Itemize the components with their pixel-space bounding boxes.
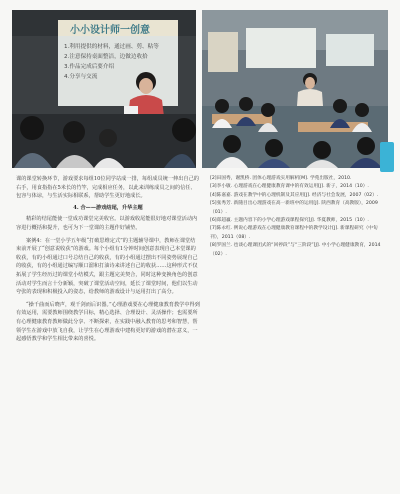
slide-line-3: 3.作品完成后要介绍 [64,64,115,70]
body-column-left [16,175,200,344]
reference-item: [6]郑超赢. 主题内容下的小学心理游戏课程探究[J]. 华夏教师，2015（10）. [210,218,369,224]
slide-title: 小小设计师一创意 [70,25,150,36]
reference-item: [2]田国秀，谢凯桥. 团体心理游戏实用解析[M]. 学苑出版社，2010. [210,176,352,181]
slide-line-2: 2.注意保持桌面整洁，边做边收拾 [64,54,148,60]
paragraph-conclusion: “操千曲而后晓声，观千剑而后识器。”心理游戏要在心理健康教育教学中得到有效运用，需要教师围绕教学目标，精心选择、合理设计、灵活操作；也需要所有心理健康教育教师做此分享、不断探索，在实践中融入教育的思考和智慧，帮领学生在游戏中放飞自我，让学生在心理游戏中建构更好的游戏的潜在意义，一起感悟教学和学生相比带来的喜悦。 [16,301,200,343]
paragraph-continued: 课的课堂转换环节，游戏要求每组10位同学站成一排，每组成员统一伸出自己的右手，用食指指在5米长的竹竿，完成相应任务，以此来训练成员之间的信任、包容与体谅，与生活实际相联系，帮助学生更好地成长。 [16,176,199,200]
reference-item: [3]李小敏. 心理游戏在心理健康教育课中的有效运用[J]. 新子，2014（10）. [210,184,369,190]
classroom-photo-left [12,10,196,168]
section-heading: 4. 合——游戏结尾，升华主题 [73,204,143,211]
paragraph-case-4: 案例4：在一堂小学五年级“打破思维定式”的主题辅导课中，教师在课堂结束前开展了“创意说收获”的游戏。每个小组有1分钟时间创意表现自己本堂课的收获，有的小组通过口号总结自己的收获，有的小组通过摆出不同姿势展现自己的收获，有的小组通过编写顺口溜和打油诗来讲述自己的收获……这种形式不仅拓展了学生经历过的课堂小结模式，跟主题完美契合，同时这种变换角色的创意活动对学生而言十分新颖，突破了课堂活动空间，延长了课堂时间，他们以生动夸张的表现和积极投入的姿态，给教师的游戏设计与运用打出了高分。 [16,237,198,296]
reference-item: [7]陈永红. 例说心理游戏在心理健康教育课程中的教学设计[J]. 新课程研究（中旬刊），2011（08）. [210,226,378,240]
reference-item: [4]陈嘉嘉. 游戏在教学中的心理机制及其应用[J]. 经济与社会发展，2007（02）. [210,192,379,198]
classroom-photo-right [202,10,388,168]
reference-item: [8]罗国兰. 也谈心理课团式的“回停段”与“三阶段”[J]. 中小学心理健康教育，2014（02）. [210,243,381,257]
corner-decoration [380,142,394,172]
reference-item: [5]张秀芳. 新随目出心理游戏在高一新班中的运用[J]. 陕西教育（高教版），2009（01）. [210,201,378,215]
slide-line-4: 4.分享与交流 [64,74,98,80]
references-list [210,175,386,259]
photo-strip [12,10,388,168]
slide-line-1: 1.利用提供的材料，通过画、剪、粘等 [64,44,159,50]
paragraph-ending-intro: 精彩的结尾能使一堂成功课堂完美收官。以游戏收尾能很好地对课堂活动内容进行概括和提升，也可为下一堂课的主题作好铺垫。 [16,216,198,231]
